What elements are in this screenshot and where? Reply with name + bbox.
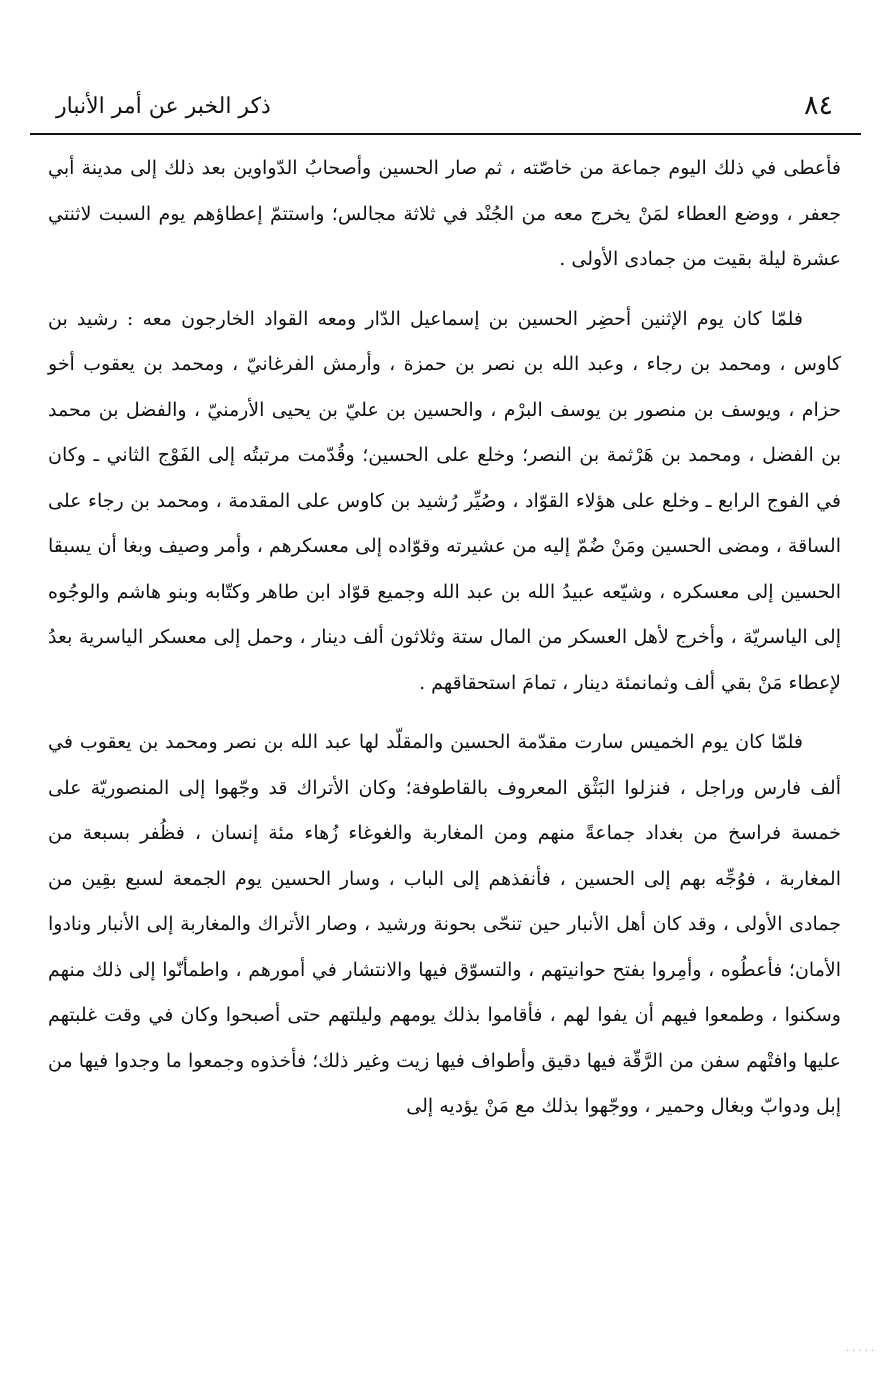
running-title: ذكر الخبر عن أمر الأنبار — [56, 94, 271, 119]
paragraph: فلمّا كان يوم الإثنين أحضِر الحسين بن إسماعيل الدّار ومعه القواد الخارجون معه : رشيد بن كاوس ، ومحمد بن رجاء ، وعبد الله بن نصر بن حمزة ، وأرمش الفرغانيّ ، ومحمد بن يعقوب أخو حزام ، ويوسف بن منصور بن يوسف البرْم ، والحسين بن عليّ بن يحيى الأرمنيّ ، والفضل بن محمد بن الفضل ، ومحمد بن هَرْثمة بن النصر؛ وخلع على الحسين؛ وقُدّمت مرتبتُه إلى الفَوْج الثاني ـ وكان في الفوج الرابع ـ وخلع على هؤلاء القوّاد ، وصُيِّر رُشيد بن كاوس على المقدمة ، ومحمد بن رجاء على الساقة ، ومضى الحسين ومَنْ ضُمّ إليه من عشيرته وقوّاده إلى معسكرهم ، وأمر وصيف وبغا أن يسبقا الحسين إلى معسكره ، وشيّعه عبيدُ الله بن عبد الله وجميع قوّاد ابن طاهر وكتّابه وبنو هاشم والوجُوه إلى الياسريّة ، وأخرج لأهل العسكر من المال ستة وثلاثون ألف دينار ، وحمل إلى معسكر الياسرية بعدُ لإعطاء مَنْ بقي ألف وثمانمئة دينار ، تمامَ استحقاقهم . — [48, 307, 841, 694]
running-header — [30, 82, 861, 130]
paragraph: فأعطى في ذلك اليوم جماعة من خاصّته ، ثم صار الحسين وأصحابُ الدّواوين بعد ذلك إلى مدينة أبي جعفر ، ووضع العطاء لمَنْ يخرج معه من الجُنْد في ثلاثة مجالس؛ واستتمّ إعطاؤهم يوم السبت لاثنتي عشرة ليلة بقيت من جمادى الأولى . — [48, 157, 841, 270]
paragraph: فلمّا كان يوم الخميس سارت مقدّمة الحسين والمقلّد لها عبد الله بن نصر ومحمد بن يعقوب في ألف فارس وراجل ، فنزلوا البَثْق المعروف بالقاطوفة؛ وكان الأتراك قد وجّهوا إلى المنصوريّة على خمسة فراسخ من بغداد جماعةً منهم ومن المغاربة والغوغاء زُهاء مئة إنسان ، فظُفر بسبعة من المغاربة ، فوُجِّه بهم إلى الحسين ، فأنفذهم إلى الباب ، وسار الحسين يوم الجمعة لسبع بقِين من جمادى الأولى ، وقد كان أهل الأنبار حين تنحّى بحونة ورشيد ، وصار الأتراك والمغاربة إلى الأنبار ونادوا الأمان؛ فأعطُوه ، وأمِروا بفتح حوانيتهم ، والتسوّق فيها والانتشار في أمورهم ، واطمأنّوا إلى ذلك منهم وسكنوا ، وطمعوا فيهم أن يفوا لهم ، فأقاموا بذلك يومهم وليلتهم حتى أصبحوا وكان في وقت غلبتهم عليها وافتْهم سفن من الرَّقّة فيها دقيق وأطواف فيها زيت وغير ذلك؛ فأخذوه وجمعوا ما وجدوا فيها من إبل ودوابّ وبغال وحمير ، ووجّهوا بذلك مع مَنْ يؤديه إلى — [48, 731, 841, 1117]
body-text — [48, 146, 841, 1130]
scan-artifact-dots: ····· — [846, 1346, 877, 1357]
page-number: ٨٤ — [803, 90, 833, 121]
header-rule — [30, 133, 861, 135]
